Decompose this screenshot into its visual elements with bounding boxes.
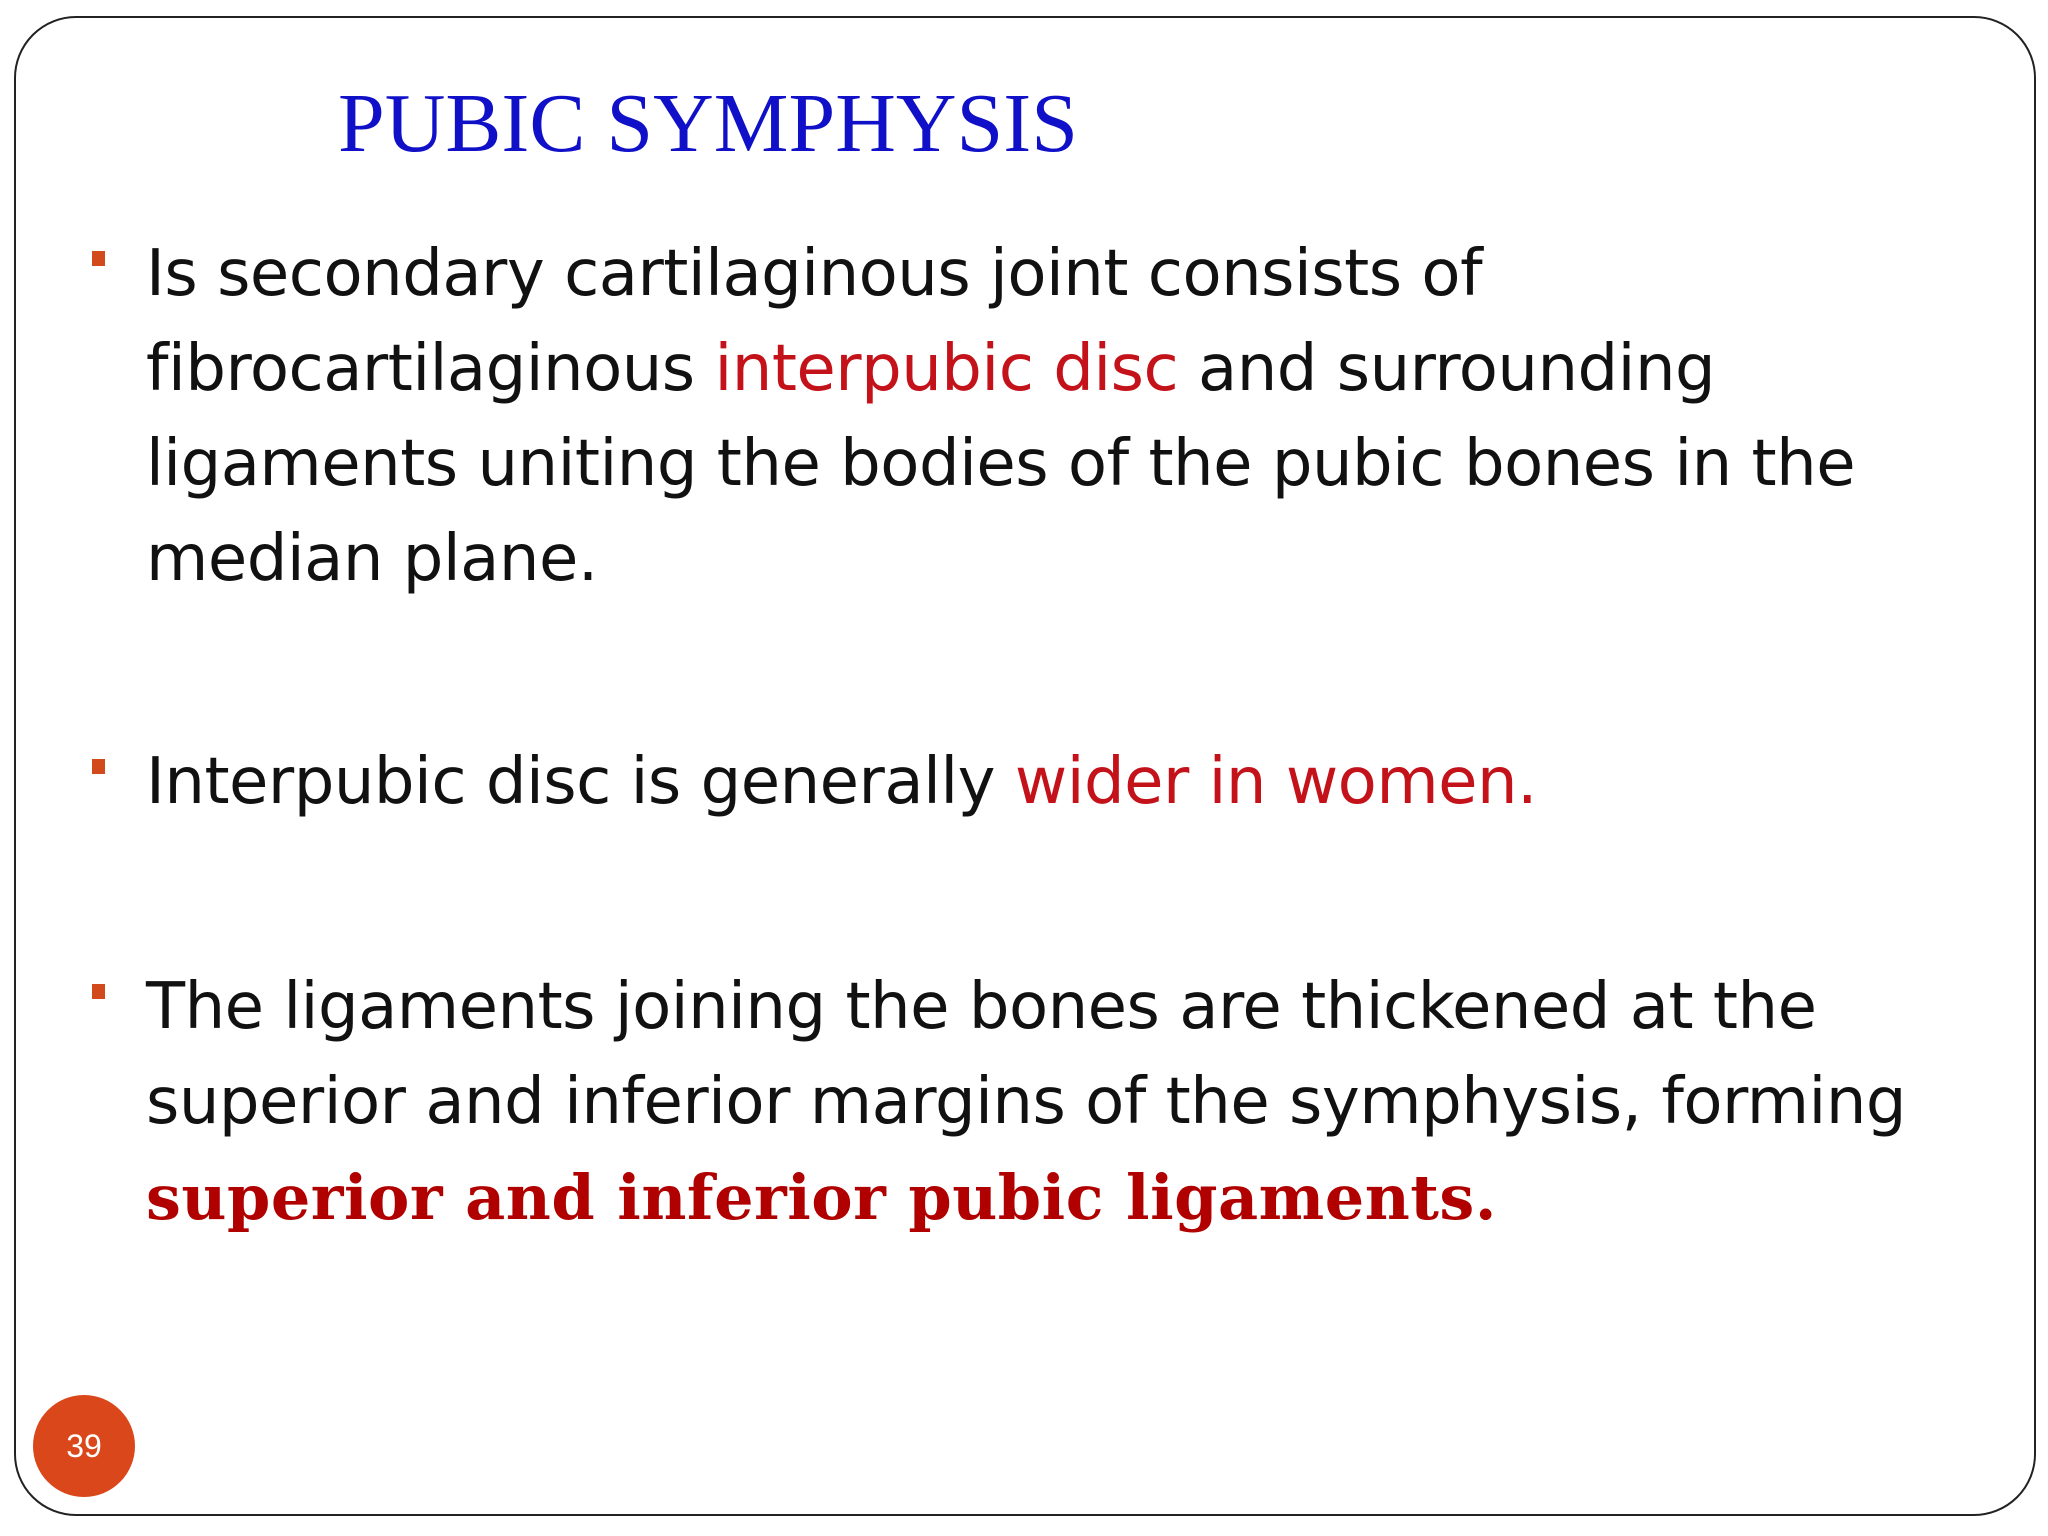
bullet-text-part: Is secondary cartilaginous joint consists of fibrocartilaginous	[146, 237, 1483, 406]
highlight-text: interpubic disc	[714, 332, 1179, 406]
square-bullet-icon	[92, 251, 105, 266]
bullet-text	[146, 227, 1976, 607]
bullet-text-part: Interpubic disc is generally	[146, 745, 1015, 819]
highlight-text: wider in women.	[1014, 745, 1537, 819]
page-number-badge: 39	[33, 1395, 135, 1497]
square-bullet-icon	[92, 759, 105, 774]
bullet-text	[146, 735, 1976, 830]
square-bullet-icon	[92, 984, 105, 999]
bullet-text-part: The ligaments joining the bones are thickened at the superior and inferior margins of the symphysis, forming	[146, 970, 1906, 1139]
bullet-text-part: and surrounding ligaments uniting the bodies of the pubic bones in the median plane.	[146, 332, 1856, 596]
slide-title: PUBIC SYMPHYSIS	[338, 77, 1078, 170]
highlight-text: superior and inferior pubic ligaments.	[146, 1161, 1497, 1234]
bullet-text	[146, 960, 1976, 1246]
